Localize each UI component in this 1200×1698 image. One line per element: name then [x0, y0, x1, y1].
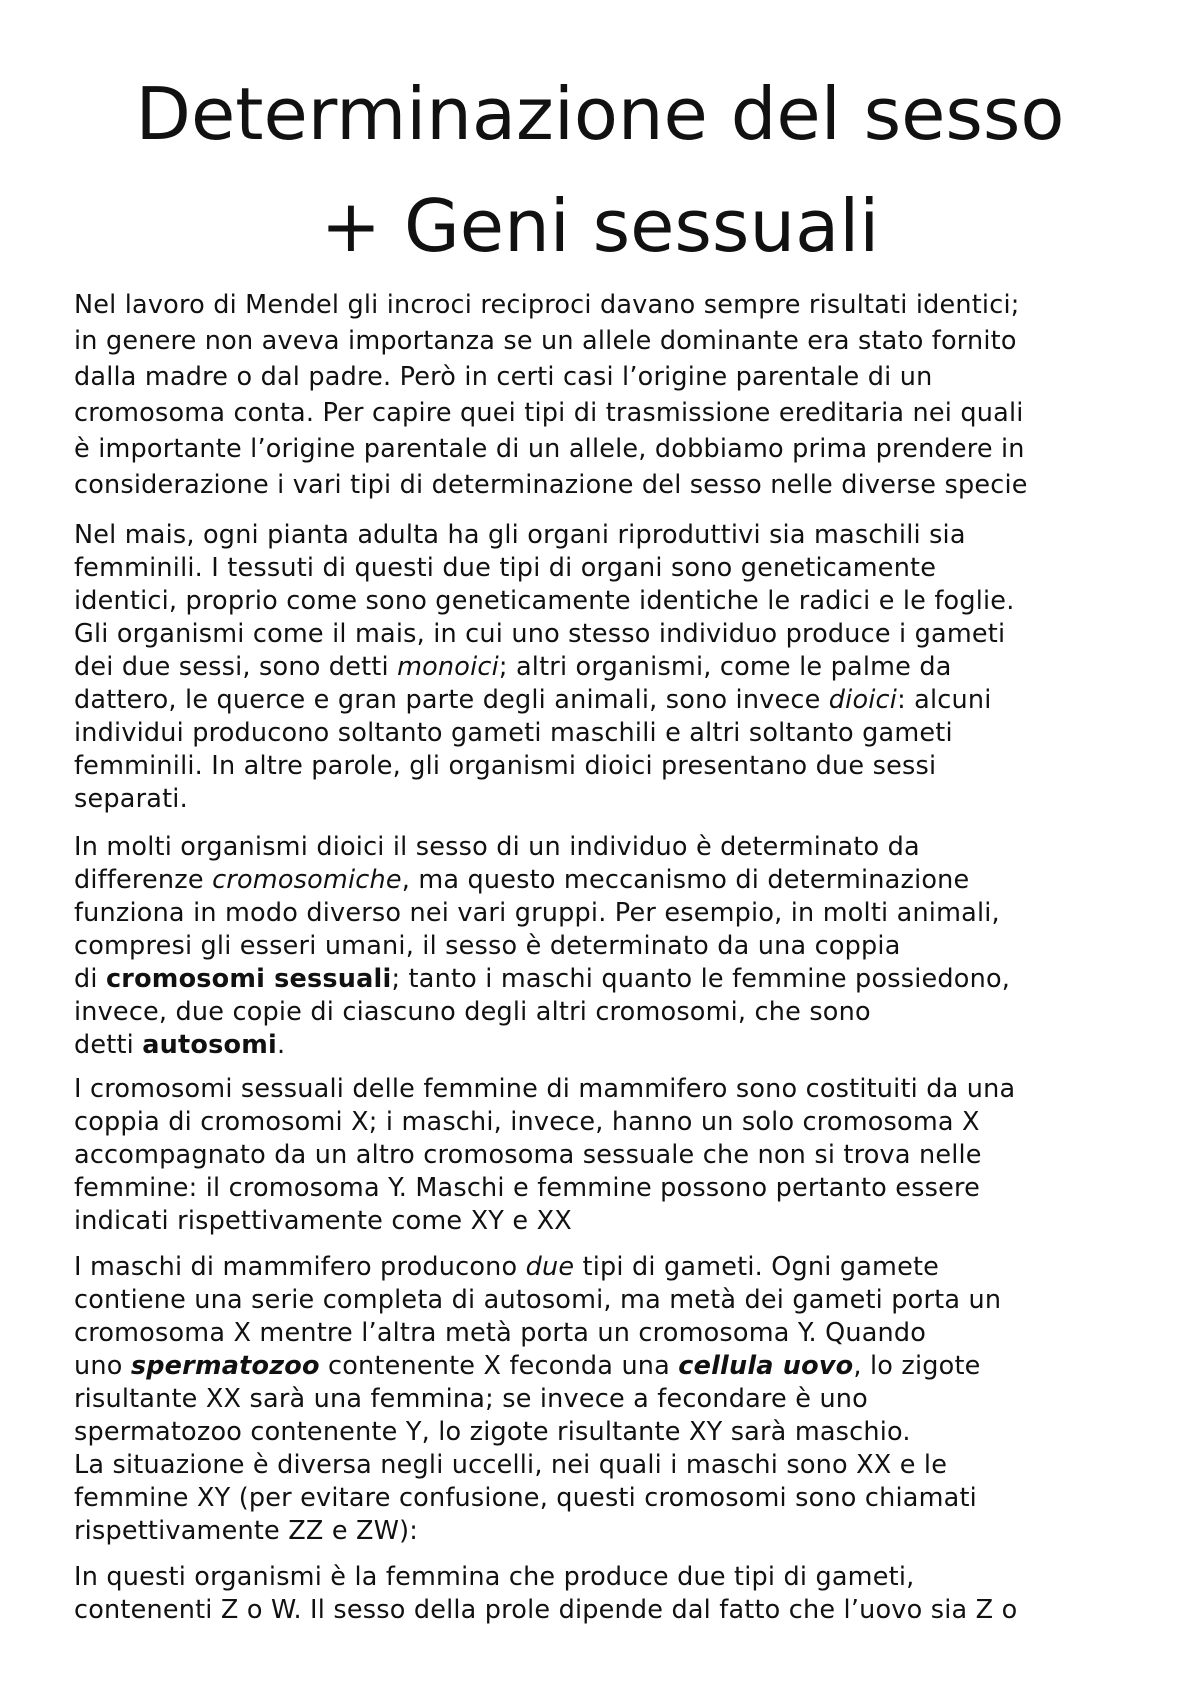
text-line: è importante l’origine parentale di un allele, dobbiamo prima prendere in: [74, 434, 1025, 464]
text-run: , ma questo meccanismo di determinazione: [401, 865, 970, 895]
text-line: Nel mais, ogni pianta adulta ha gli organi riproduttivi sia maschili sia: [74, 520, 966, 550]
text-line: [74, 1350, 1154, 1383]
page-title-line-2: + Geni sessuali: [320, 184, 880, 268]
text-line: Gli organismi come il mais, in cui uno stesso individuo produce i gameti: [74, 619, 1006, 649]
text-line: dalla madre o dal padre. Però in certi casi l’origine parentale di un: [74, 362, 933, 392]
text-run: tipi di gameti. Ogni gamete: [574, 1252, 940, 1282]
page-title-line-1: Determinazione del sesso: [135, 72, 1065, 156]
text-line: in genere non aveva importanza se un allele dominante era stato fornito: [74, 326, 1017, 356]
term-cromosomi-sessuali: cromosomi sessuali: [105, 964, 392, 994]
text-run: dattero, le querce e gran parte degli animali, sono invece: [74, 685, 829, 715]
text-run: dei due sessi, sono detti: [74, 652, 398, 682]
paragraph-intro: [74, 287, 1154, 503]
term-cromosomiche: cromosomiche: [212, 865, 402, 895]
text-line: I cromosomi sessuali delle femmine di mammifero sono costituiti da una: [74, 1074, 1016, 1104]
text-run: ; altri organismi, come le palme da: [498, 652, 952, 682]
text-run: I maschi di mammifero producono: [74, 1252, 526, 1282]
text-line: [74, 1029, 1154, 1062]
text-run: : alcuni: [897, 685, 992, 715]
text-line: [74, 864, 1154, 897]
text-line: contenenti Z o W. Il sesso della prole dipende dal fatto che l’uovo sia Z o: [74, 1595, 1018, 1625]
text-line: femmine XY (per evitare confusione, questi cromosomi sono chiamati: [74, 1483, 977, 1513]
text-line: considerazione i vari tipi di determinazione del sesso nelle diverse specie: [74, 470, 1028, 500]
text-run: differenze: [74, 865, 213, 895]
text-line: spermatozoo contenente Y, lo zigote risultante XY sarà maschio.: [74, 1417, 911, 1447]
text-run: di: [74, 964, 106, 994]
text-run: contenente X feconda una: [319, 1351, 679, 1381]
paragraph-uccelli: [74, 1561, 1154, 1627]
text-line: compresi gli esseri umani, il sesso è determinato da una coppia: [74, 931, 901, 961]
text-run: uno: [74, 1351, 131, 1381]
text-line: separati.: [74, 784, 188, 814]
text-line: femminili. In altre parole, gli organismi dioici presentano due sessi: [74, 751, 937, 781]
term-cellula-uovo: cellula uovo: [678, 1351, 854, 1381]
text-line: cromosoma X mentre l’altra metà porta un cromosoma Y. Quando: [74, 1318, 927, 1348]
term-monoici: monoici: [397, 652, 499, 682]
text-line: identici, proprio come sono geneticamente identiche le radici e le foglie.: [74, 586, 1015, 616]
text-line: In molti organismi dioici il sesso di un individuo è determinato da: [74, 832, 920, 862]
text-line: accompagnato da un altro cromosoma sessuale che non si trova nelle: [74, 1140, 982, 1170]
paragraph-gameti: [74, 1251, 1154, 1548]
text-run: .: [276, 1030, 286, 1060]
paragraph-mais: [74, 519, 1154, 816]
text-run: ; tanto i maschi quanto le femmine possiedono,: [391, 964, 1011, 994]
text-run: rispettivamente ZZ e ZW):: [74, 1516, 427, 1546]
paragraph-cromosomi-sessuali: [74, 831, 1154, 1062]
text-line: contiene una serie completa di autosomi, ma metà dei gameti porta un: [74, 1285, 1002, 1315]
text-line: invece, due copie di ciascuno degli altri cromosomi, che sono: [74, 997, 871, 1027]
term-spermatozoo: spermatozoo: [130, 1351, 320, 1381]
text-line: indicati rispettivamente come XY e XX: [74, 1206, 572, 1236]
text-line: [74, 1515, 1154, 1548]
text-line: La situazione è diversa negli uccelli, nei quali i maschi sono XX e le: [74, 1450, 948, 1480]
text-line: Nel lavoro di Mendel gli incroci reciproci davano sempre risultati identici;: [74, 290, 1020, 320]
text-line: risultante XX sarà una femmina; se invece a fecondare è uno: [74, 1384, 868, 1414]
text-line: femminili. I tessuti di questi due tipi di organi sono geneticamente: [74, 553, 937, 583]
text-line: individui producono soltanto gameti maschili e altri soltanto gameti: [74, 718, 953, 748]
text-run: detti: [74, 1030, 143, 1060]
text-line: cromosoma conta. Per capire quei tipi di trasmissione ereditaria nei quali: [74, 398, 1024, 428]
text-line: [74, 963, 1154, 996]
text-line: femmine: il cromosoma Y. Maschi e femmine possono pertanto essere: [74, 1173, 981, 1203]
paragraph-mammiferi: [74, 1073, 1154, 1238]
text-line: [74, 684, 1154, 717]
term-autosomi: autosomi: [142, 1030, 277, 1060]
text-line: coppia di cromosomi X; i maschi, invece, hanno un solo cromosoma X: [74, 1107, 980, 1137]
term-dioici: dioici: [828, 685, 898, 715]
text-line: In questi organismi è la femmina che produce due tipi di gameti,: [74, 1562, 915, 1592]
text-line: funziona in modo diverso nei vari gruppi. Per esempio, in molti animali,: [74, 898, 1000, 928]
text-run: , lo zigote: [853, 1351, 981, 1381]
text-line: [74, 651, 1154, 684]
text-line: [74, 1251, 1154, 1284]
term-due: due: [525, 1252, 575, 1282]
